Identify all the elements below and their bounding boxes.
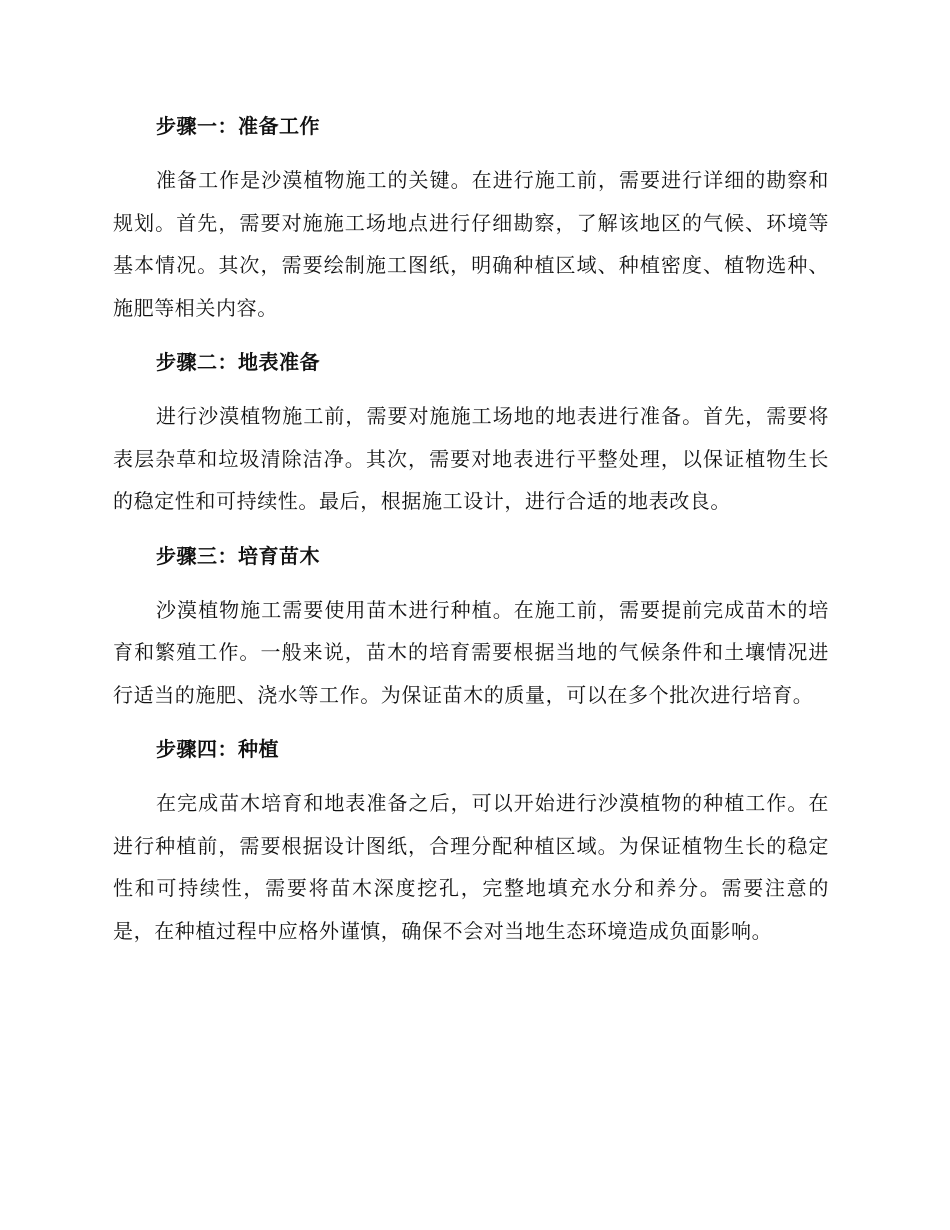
section-heading: 步骤三：培育苗木 (156, 543, 320, 568)
section-step-1 (113, 105, 829, 329)
section-paragraph: 进行沙漠植物施工前，需要对施施工场地的地表进行准备。首先，需要将表层杂草和垃圾清除洁净。其次，需要对地表进行平整处理，以保证植物生长的稳定性和可持续性。最后，根据施工设计，进行合适的地表改良。 (113, 404, 829, 513)
section-paragraph: 在完成苗木培育和地表准备之后，可以开始进行沙漠植物的种植工作。在进行种植前，需要根据设计图纸，合理分配种植区域。为保证植物生长的稳定性和可持续性，需要将苗木深度挖孔，完整地填充水分和养分。需要注意的是，在种植过程中应格外谨慎，确保不会对当地生态环境造成负面影响。 (113, 791, 829, 943)
section-heading: 步骤四：种植 (156, 737, 279, 761)
section-step-3 (113, 535, 829, 717)
section-heading: 步骤二：地表准备 (156, 350, 320, 374)
section-paragraph: 准备工作是沙漠植物施工的关键。在进行施工前，需要进行详细的勘察和规划。首先，需要对施施工场地点进行仔细勘察，了解该地区的气候、环境等基本情况。其次，需要绘制施工图纸，明确种植区域、种植密度、植物选种、施肥等相关内容。 (113, 168, 829, 320)
section-step-2 (113, 341, 829, 523)
section-paragraph: 沙漠植物施工需要使用苗木进行种植。在施工前，需要提前完成苗木的培育和繁殖工作。一般来说，苗木的培育需要根据当地的气候条件和土壤情况进行适当的施肥、浇水等工作。为保证苗木的质量，可以在多个批次进行培育。 (113, 597, 829, 707)
document-body (113, 105, 829, 952)
section-step-4 (113, 728, 829, 952)
section-heading: 步骤一：准备工作 (156, 114, 320, 138)
